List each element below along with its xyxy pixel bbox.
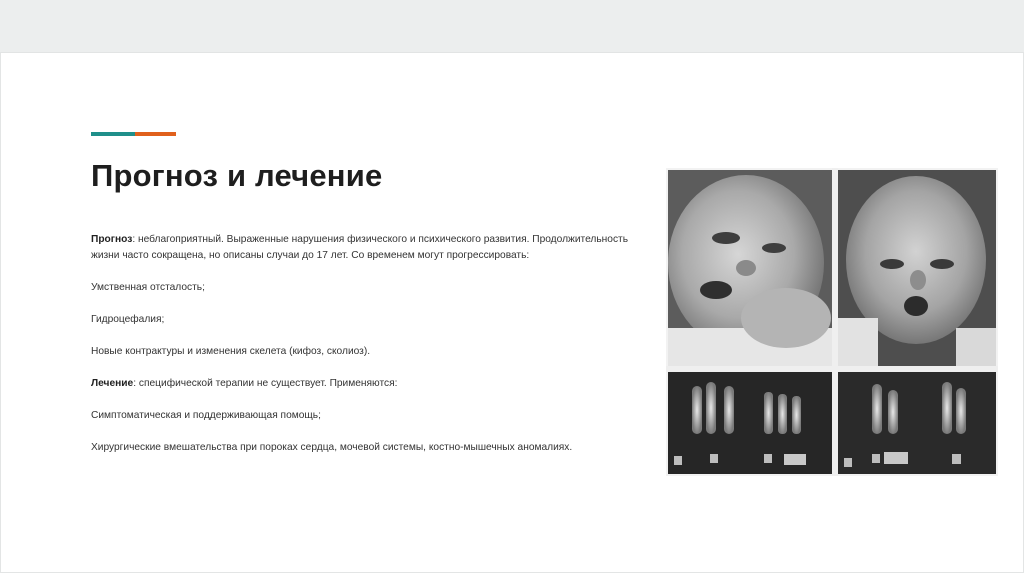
top-bar xyxy=(0,0,1024,53)
prognosis-item: Умственная отсталость; xyxy=(91,282,205,293)
prognosis-item: Гидроцефалия; xyxy=(91,314,165,325)
treatment-text: : специфической терапии не существует. Применяются: xyxy=(133,378,398,389)
treatment-item: Хирургические вмешательства при пороках сердца, мочевой системы, костно-мышечных аномалиях. xyxy=(91,442,573,453)
accent-bar-teal xyxy=(91,132,135,136)
photo-collage-image xyxy=(666,168,998,476)
accent-bar-orange xyxy=(135,132,176,136)
prognosis-label: Прогноз xyxy=(91,234,133,245)
karyotype-right xyxy=(838,372,996,474)
slide-body xyxy=(91,232,631,472)
treatment-label: Лечение xyxy=(91,378,134,389)
slide-title: Прогноз и лечение xyxy=(91,158,383,193)
treatment-item: Симптоматическая и поддерживающая помощь; xyxy=(91,410,321,421)
medical-photo-collage xyxy=(666,168,998,476)
treatment-paragraph xyxy=(91,376,631,392)
prognosis-item: Новые контрактуры и изменения скелета (кифоз, сколиоз). xyxy=(91,346,371,357)
prognosis-text: : неблагоприятный. Выраженные нарушения физического и психического развития. Продолжительность жизни часто сокращена, но описаны случаи до 17 лет. Со временем могут прогрессировать: xyxy=(91,234,629,261)
prognosis-paragraph xyxy=(91,232,631,264)
